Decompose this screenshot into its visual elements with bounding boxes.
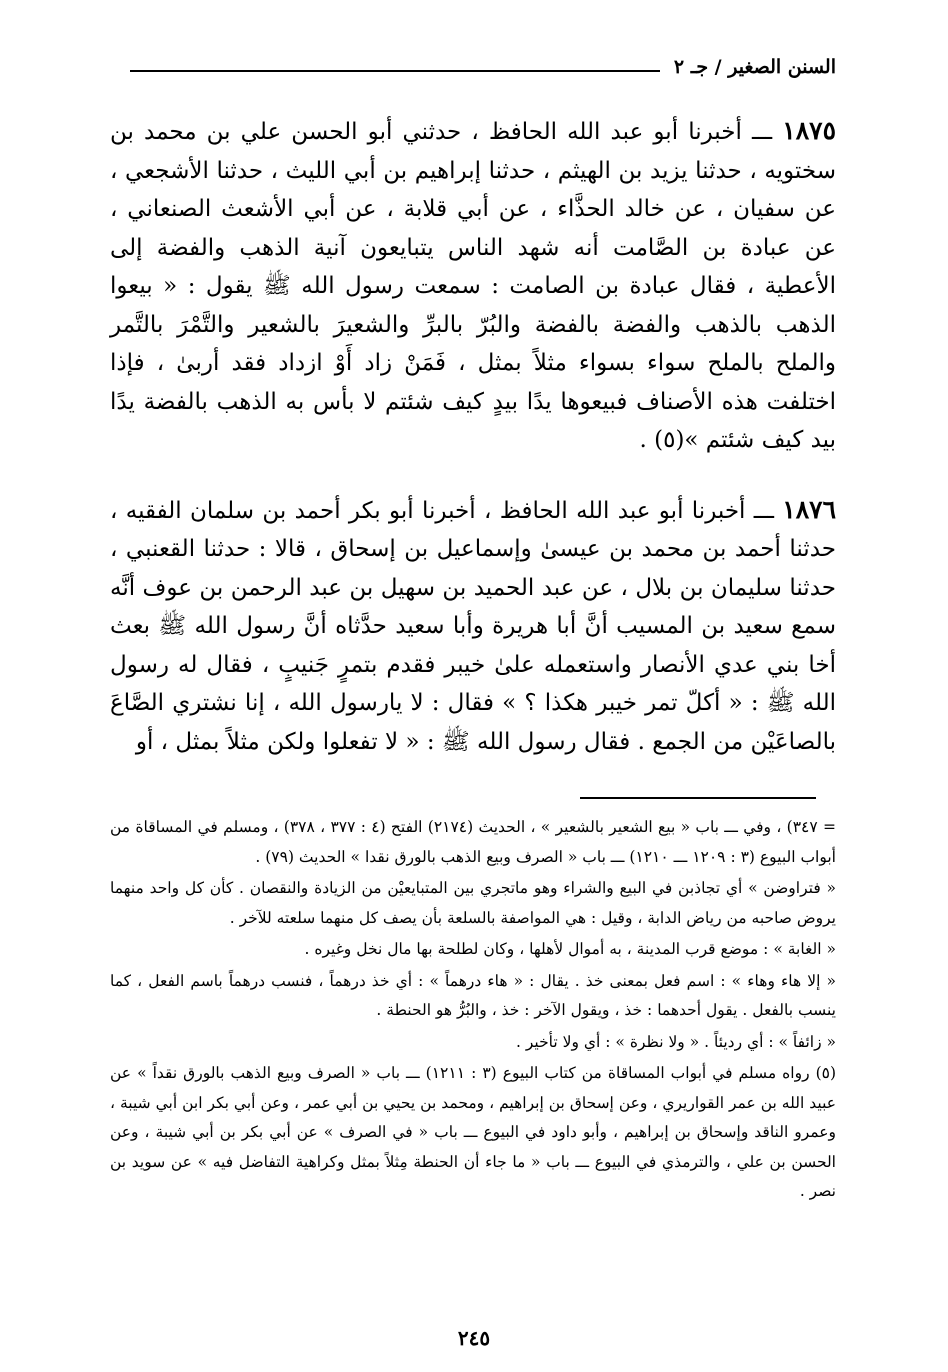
hadith-1876	[110, 491, 836, 762]
main-text	[110, 112, 836, 792]
hadith-number: ١٨٧٦	[782, 494, 837, 524]
header-rule	[130, 70, 660, 72]
footnote-gloss: « زائفاً » : أي رديئاً . « ولا نظرة » : أي ولا تأخير .	[516, 1032, 836, 1051]
hadith-1875	[110, 112, 836, 460]
footnote-5: (٥) رواه مسلم في أبواب المساقاة من كتاب البيوع (٣ : ١٢١١) ـــ باب « الصرف وبيع الذهب بالورق نقداً » عن عبيد الله بن عمر القواريري ، وعن إسحاق بن إبراهيم ، ومحمد بن يحيي بن أبي عمر ، وعن أبي بكر ابن أبي شيبة ، وعمرو الناقد وإسحاق بن إبراهيم ، وأبو داود في البيوع ـــ باب « في الصرف » عن أبي بكر بن أبي شيبة ، وعن الحسن بن علي ، والترمذي في البيوع ـــ باب « ما جاء أن الحنطة مِثلاً بمثل وكراهية التفاضل فيه » عن سويد بن نصر .	[110, 1064, 837, 1200]
hadith-text: ـــ أخبرنا أبو عبد الله الحافظ ، حدثني أبو الحسن علي بن محمد بن سختويه ، حدثنا يزيد بن الهيثم ، حدثنا إبراهيم بن أبي الليث ، حدثنا الأشجعي ، عن سفيان ، عن خالد الحذَّاء ، عن أبي قلابة ، عن أبي الأشعث الصنعاني ، عن عبادة بن الصَّامت أنه شهد الناس يتبايعون آنية الذهب والفضة إلى الأعطية ، فقال عبادة بن الصامت : سمعت رسول الله ﷺ يقول : « بيعوا الذهب بالذهب والفضة بالفضة والبُرّ بالبرِّ والشعيرَ بالشعير والتَّمْرَ بالتَّمر والملح بالملح سواء بسواء مثلاً بمثل ، فَمَنْ زاد أَوْ ازداد فقد أربىٰ ، فإذا اختلفت هذه الأصناف فبيعوها يدًا بيدٍ كيف شئتم لا بأس به الذهب بالفضة يدًا بيد كيف شئتم »(٥) .	[110, 119, 836, 453]
hadith-text: ـــ أخبرنا أبو عبد الله الحافظ ، أخبرنا أبو بكر أحمد بن سلمان الفقيه ، حدثنا أحمد بن محمد بن عيسىٰ وإسماعيل بن إسحاق ، قالا : حدثنا القعنبي ، حدثنا سليمان بن بلال ، عن عبد الحميد بن سهيل بن عبد الرحمن بن عوف أنَّه سمع سعيد بن المسيب أنَّ أبا هريرة وأبا سعيد حدَّثاه أنَّ رسول الله ﷺ بعث أخا بني عدي الأنصار واستعمله علىٰ خيبر فقدم بتمرٍ جَنيبٍ ، فقال له رسول الله ﷺ : « أكلّ تمر خيبر هكذا ؟ » فقال : لا يارسول الله ، إنا نشتري الصَّاعَ بالصاعَيْن من الجمع . فقال رسول الله ﷺ : « لا تفعلوا ولكن مثلاً بمثل ، أو	[110, 497, 836, 755]
footnote-gloss: « فتراوضن » أي تجاذبن في البيع والشراء وهو ماتجري بين المتبايعيْن من الزيادة والنقصان . كأن كل واحد منهما يروض صاحبه من رياض الدابة ، وقيل : هي المواصفة بالسلعة بأن يصف كل منهما سلعته للآخر .	[110, 879, 836, 927]
running-header	[130, 56, 836, 78]
hadith-number: ١٨٧٥	[782, 116, 837, 145]
page-number: ٢٤٥	[457, 1326, 491, 1350]
footnote-separator	[580, 797, 816, 799]
footnote-gloss: « إلا هاء وهاء » : اسم فعل بمعنى خذ . يقال : « هاء درهماً » : أي خذ درهماً ، فنسب درهماً باسم الفعل ، كما ينسب بالفعل . يقول أحدهما : خذ ، ويقول الآخر : خذ ، والبُرُّ هو الحنطة .	[110, 971, 836, 1019]
running-title: السنن الصغير / جـ ٢	[673, 56, 836, 78]
footnote-continuation: = ٣٤٧) ، وفي ـــ باب « بيع الشعير بالشعير » ، الحديث (٢١٧٤) الفتح (٤ : ٣٧٧ ، ٣٧٨) ، ومسلم في المساقاة من أبواب البيوع (٣ : ١٢٠٩ ـــ ١٢١٠) ـــ باب « الصرف وبيع الذهب بالورق نقدا » الحديث (٧٩) .	[110, 818, 836, 866]
footnotes	[110, 813, 836, 1209]
footnote-gloss: « الغابة » : موضع قرب المدينة ، به أموال لأهلها ، وكان لطلحة بها مال نخل وغيره .	[304, 940, 836, 958]
